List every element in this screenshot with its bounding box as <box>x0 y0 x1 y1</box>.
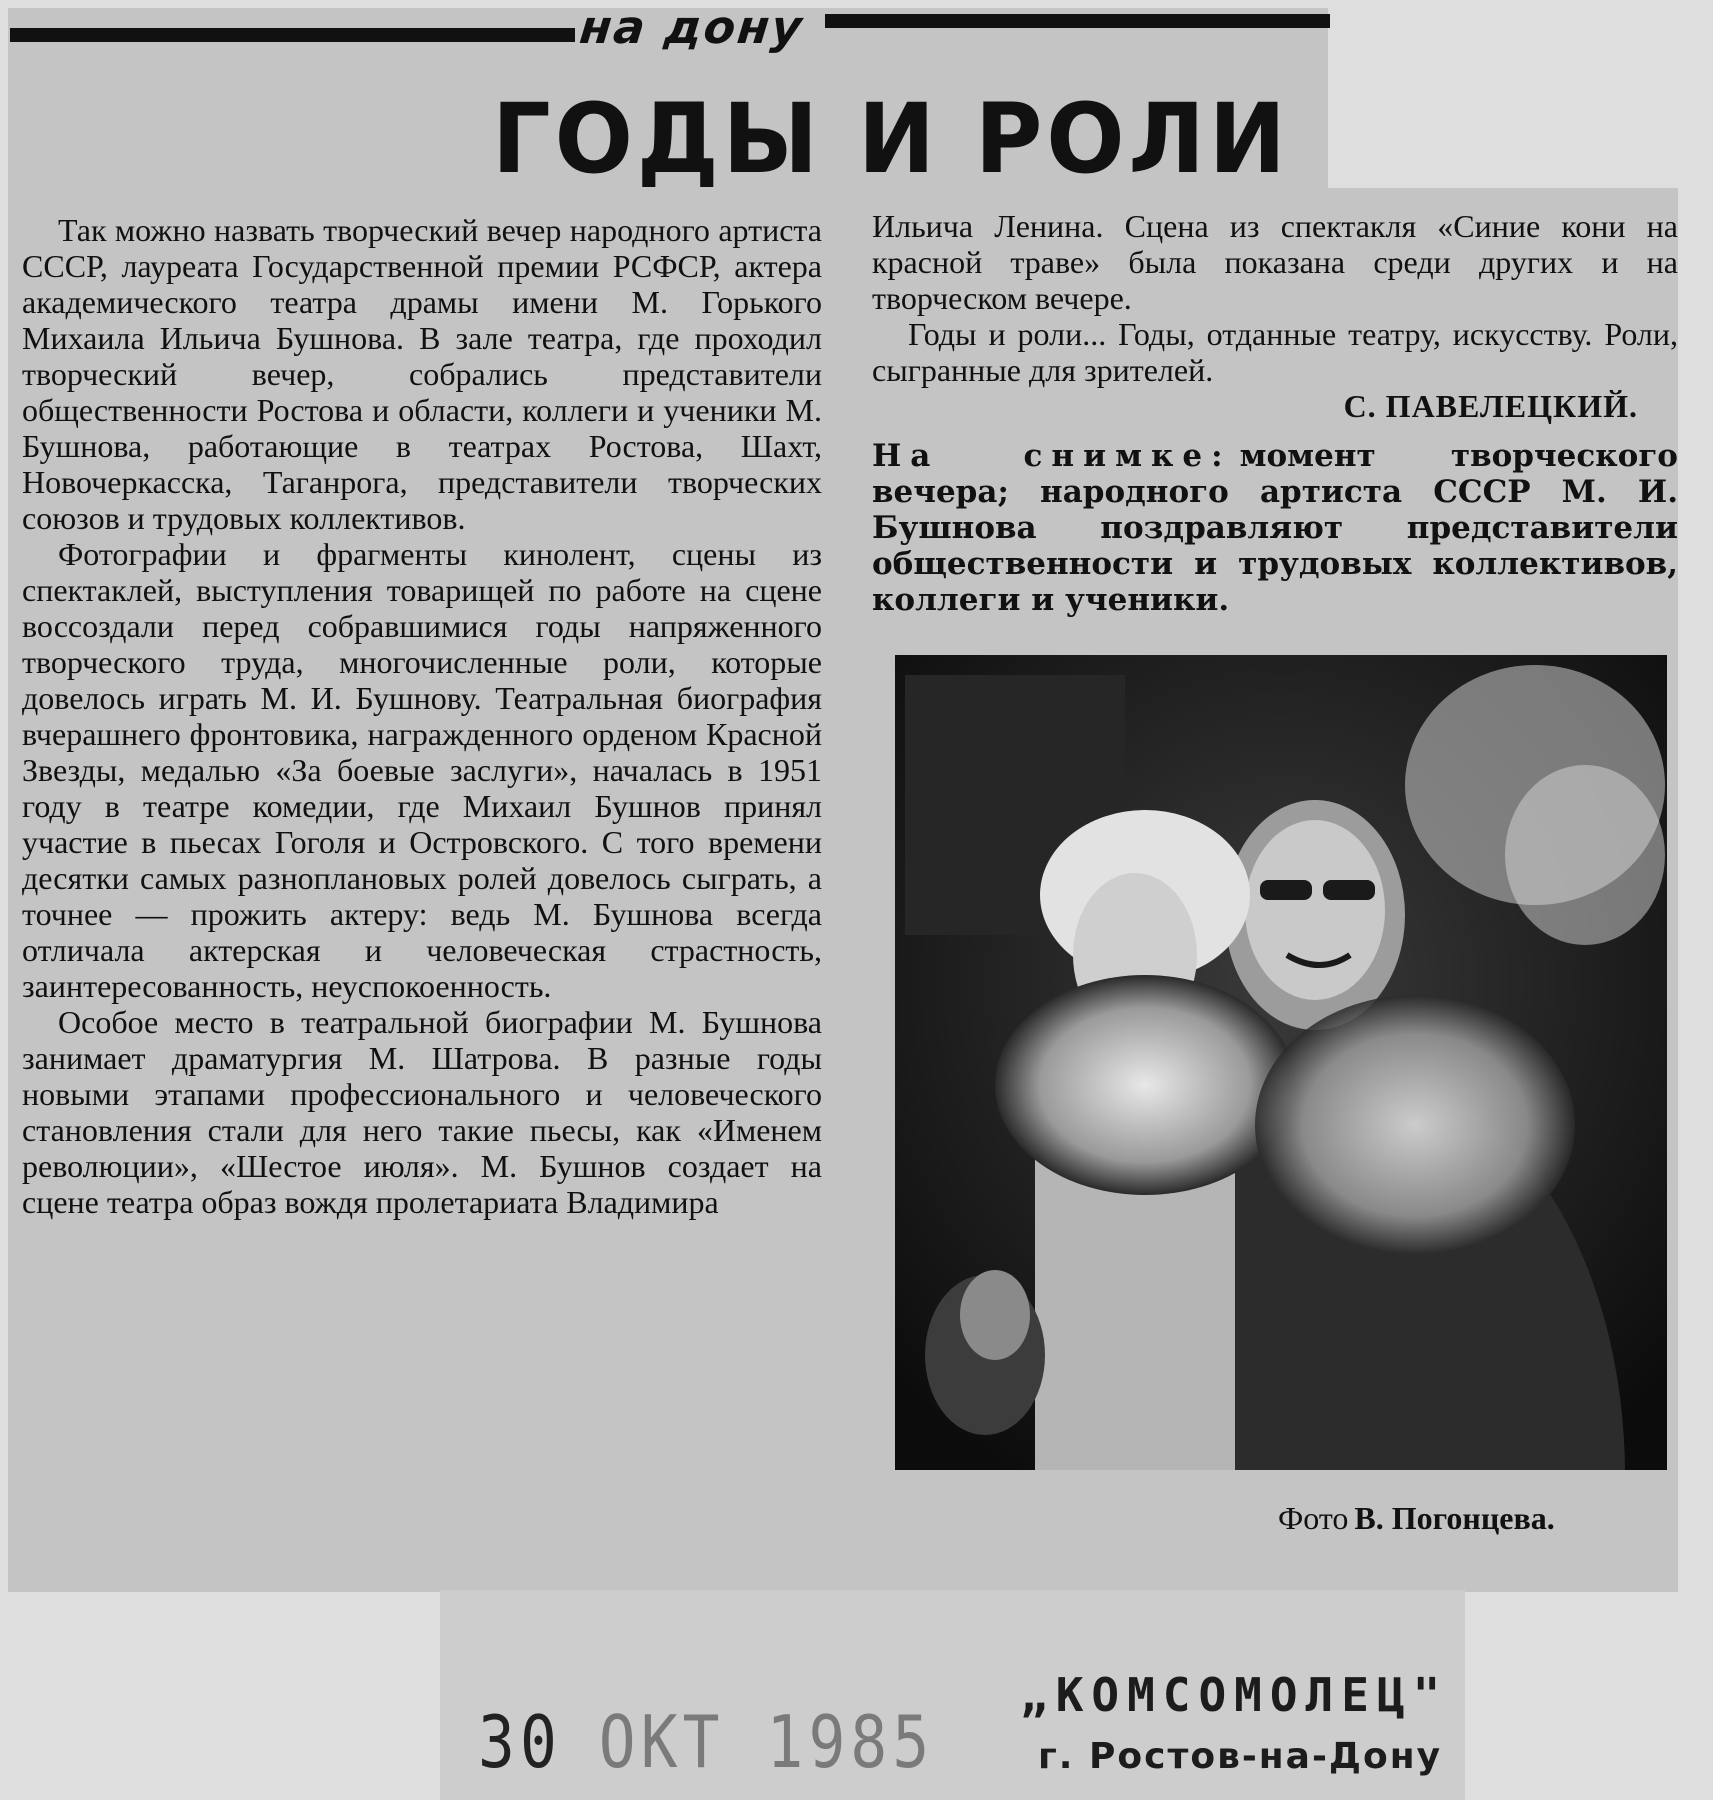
photo-image <box>895 655 1667 1470</box>
archive-stamp-city: г. Ростов-на-Дону <box>1038 1736 1443 1777</box>
article-paragraph: Так можно назвать творческий вечер народного артиста СССР, лауреата Государственной премии РСФСР, актера академического театра драмы имени М. Горького Михаила Ильича Бушнова. В зале театра, где проходил творческий вечер, собрались представители общественности Ростова и области, коллеги и ученики М. Бушнова, работающие в театрах Ростова, Шахт, Новочеркасска, Таганрога, представители творческих союзов и трудовых коллективов. <box>22 212 822 536</box>
stamp-date-rest: ОКТ 1985 <box>598 1700 935 1784</box>
photo-credit-prefix: Фото <box>1278 1500 1349 1536</box>
rubric-rule-right <box>825 14 1330 28</box>
photo-credit-name: В. Погонцева. <box>1354 1500 1555 1536</box>
stamp-date-day: 30 <box>478 1700 562 1784</box>
author-signature: С. ПАВЕЛЕЦКИЙ. <box>1343 388 1638 424</box>
article-paragraph: Фотографии и фрагменты кинолент, сцены из спектаклей, выступления товарищей по работе на сцене воссоздали перед собравшимися годы напряженного творческого труда, многочисленные роли, которые довелось играть М. И. Бушнову. Театральная биография вчерашнего фронтовика, награжденного орденом Красной Звезды, медалью «За боевые заслуги», началась в 1951 году в театре комедии, где Михаил Бушнов принял участие в пьесах Гоголя и Островского. С того времени десятки самых разноплановых ролей довелось сыграть, а точнее — прожить актеру: ведь М. Бушнова всегда отличала актерская и человеческая страстность, заинтересованность, неуспокоенность. <box>22 536 822 1004</box>
article-paragraph: Особое место в театральной биографии М. Бушнова занимает драматургия М. Шатрова. В разные годы новыми этапами профессионального и человеческого становления стали для него такие пьесы, как «Именем революции», «Шестое июля». М. Бушнов создает на сцене театра образ вождя пролетариата Владимира <box>22 1004 822 1220</box>
archive-stamp-date <box>478 1700 934 1784</box>
article-column-left <box>22 212 822 1220</box>
article-headline: ГОДЫ И РОЛИ <box>492 83 1290 195</box>
article-column-right <box>872 208 1678 424</box>
photo-caption <box>872 438 1678 618</box>
rubric-label: на дону <box>577 0 807 54</box>
photo-credit <box>1278 1500 1555 1537</box>
rubric-rule-left <box>10 28 575 42</box>
caption-lead: На снимке: <box>872 438 1232 474</box>
archive-stamp-newspaper: „КОМСОМОЛЕЦ" <box>1020 1668 1449 1722</box>
article-paragraph: Ильича Ленина. Сцена из спектакля «Синие кони на красной траве» была показана среди других и на творческом вечере. <box>872 208 1678 316</box>
article-paragraph: Годы и роли... Годы, отданные театру, искусству. Роли, сыгранные для зрителей. <box>872 316 1678 388</box>
article-photo <box>895 655 1667 1470</box>
caption-text: момент творческого вечера; народного артиста СССР М. И. Бушнова поздравляют представители общественности и трудовых коллективов, коллеги и ученики. <box>872 438 1678 618</box>
